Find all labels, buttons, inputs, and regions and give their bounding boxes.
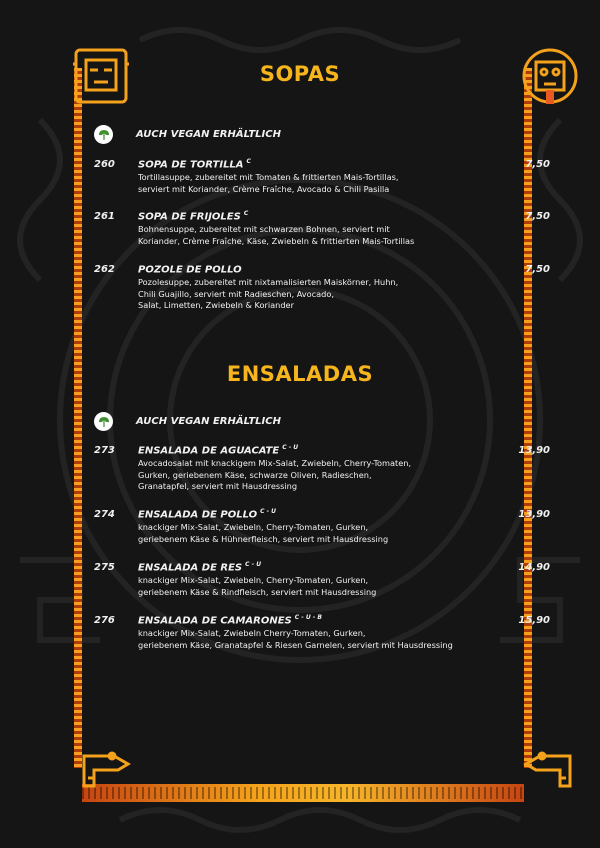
vegan-leaf-icon [94,412,113,431]
item-name: ENSALADA DE CAMARONES [138,615,292,627]
frame-left-border [74,68,82,768]
item-allergens: C [243,210,249,217]
item-name: POZOLE DE POLLO [138,264,242,276]
item-description: knackiger Mix-Salat, Zwiebeln, Cherry-Tomaten, Gurken, geriebenem Käse & Hühnerfleisch, serviert mit Hausdressing [138,522,389,544]
item-price: 7,50 [525,264,550,276]
item-number: 275 [94,562,115,574]
item-name: ENSALADA DE RES [138,562,243,574]
item-allergens: C - U [260,508,277,515]
menu-item [94,444,550,493]
menu-item [94,210,550,247]
menu-item [94,561,550,598]
item-allergens: C - U [282,444,299,451]
item-name: ENSALADA DE AGUACATE [138,445,280,457]
item-name: SOPA DE TORTILLA [138,159,244,171]
vegan-note-text: AUCH VEGAN ERHÄLTLICH [136,129,281,140]
item-description: Tortillasuppe, zubereitet mit Tomaten & frittierten Mais-Tortillas, serviert mit Koriander, Crème Fraîche, Avocado & Chili Pasilla [138,172,399,194]
item-number: 261 [94,211,115,223]
menu-item [94,263,550,312]
vegan-note-ensaladas [94,412,281,431]
item-name: SOPA DE FRIJOLES [138,211,241,223]
item-price: 13,90 [518,509,550,521]
item-description: Pozolesuppe, zubereitet mit nixtamalisierten Maiskörner, Huhn, Chili Guajillo, serviert mit Radieschen, Avocado, Salat, Limetten, Zwiebeln & Koriander [138,277,399,311]
serpent-bottom-left-icon [78,738,134,794]
item-description: Bohnensuppe, zubereitet mit schwarzen Bohnen, serviert mit Koriander, Crème Fraîche, Käse, Zwiebeln & frittierten Mais-Tortillas [138,224,415,246]
menu-item [94,508,550,545]
vegan-leaf-icon [94,125,113,144]
item-description: knackiger Mix-Salat, Zwiebeln Cherry-Tomaten, Gurken, geriebenem Käse, Granatapfel & Riesen Garnelen, serviert mit Hausdressing [138,628,453,650]
item-number: 276 [94,615,115,627]
menu-item [94,158,550,195]
item-number: 260 [94,159,115,171]
item-number: 274 [94,509,115,521]
serpent-bottom-right-icon [520,738,576,794]
item-name: ENSALADA DE POLLO [138,509,258,521]
vegan-note-sopas [94,125,281,144]
item-price: 13,90 [518,445,550,457]
section-title-ensaladas: ENSALADAS [226,362,374,386]
item-allergens: C - U [245,561,262,568]
item-allergens: C - U - B [294,614,322,621]
vegan-note-text: AUCH VEGAN ERHÄLTLICH [136,416,281,427]
item-allergens: C [246,158,251,165]
item-price: 14,90 [518,562,550,574]
menu-item [94,614,550,651]
section-title-sopas: SOPAS [259,62,341,86]
item-number: 273 [94,445,115,457]
item-price: 7,50 [525,159,550,171]
item-number: 262 [94,264,115,276]
item-price: 15,90 [518,615,550,627]
item-description: knackiger Mix-Salat, Zwiebeln, Cherry-Tomaten, Gurken, geriebenem Käse & Rindfleisch, serviert mit Hausdressing [138,575,377,597]
item-description: Avocadosalat mit knackigem Mix-Salat, Zwiebeln, Cherry-Tomaten, Gurken, geriebenem Käse, schwarze Oliven, Radieschen, Granatapfel, serviert mit Hausdressing [138,458,412,492]
item-price: 7,50 [525,211,550,223]
frame-bottom-border [82,784,524,802]
